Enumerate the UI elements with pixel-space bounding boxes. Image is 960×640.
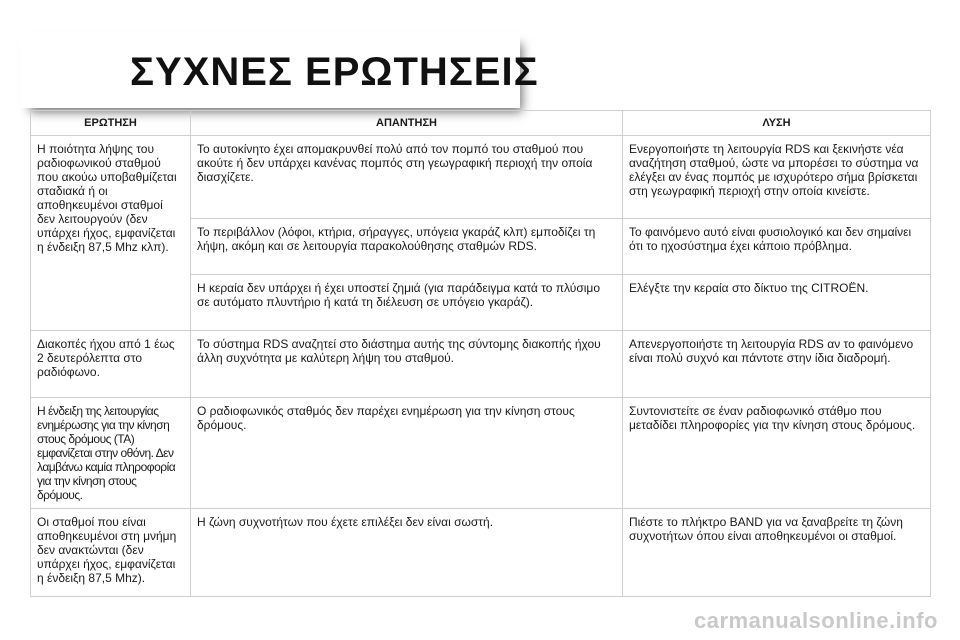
- question-cell: Η ποιότητα λήψης του ραδιοφωνικού σταθμού που ακούω υποβαθμίζεται σταδιακά ή οι αποθηκευμένοι σταθμοί δεν λειτουργούν (δεν υπάρχει ήχος, εμφανίζεται η ένδειξη 87,5 Mhz κλπ).: [31, 136, 191, 331]
- answer-cell: Το αυτοκίνητο έχει απομακρυνθεί πολύ από τον πομπό του σταθμού που ακούτε ή δεν υπάρχει κανένας πομπός στη γεωγραφική περιοχή την οποία διασχίζετε.: [191, 136, 623, 219]
- solution-cell: Ελέγξτε την κεραία στο δίκτυο της CITROËN.: [623, 275, 931, 331]
- solution-cell: Συντονιστείτε σε έναν ραδιοφωνικό στάθμο που μεταδίδει πληροφορίες για την κίνηση στους δρόμους.: [623, 398, 931, 509]
- column-header-question: ΕΡΩΤΗΣΗ: [31, 111, 191, 136]
- page-title: ΣΥΧΝΕΣ ΕΡΩΤΗΣΕΙΣ: [130, 50, 539, 94]
- answer-cell: Ο ραδιοφωνικός σταθμός δεν παρέχει ενημέρωση για την κίνηση στους δρόμους.: [191, 398, 623, 509]
- answer-cell: Το σύστημα RDS αναζητεί στο διάστημα αυτής της σύντομης διακοπής ήχου άλλη συχνότητα με καλύτερη λήψη του σταθμού.: [191, 331, 623, 398]
- solution-cell: Πιέστε το πλήκτρο BAND για να ξαναβρείτε τη ζώνη συχνοτήτων όπου είναι αποθηκευμένοι οι σταθμοί.: [623, 509, 931, 597]
- solution-cell: Το φαινόμενο αυτό είναι φυσιολογικό και δεν σημαίνει ότι το ηχοσύστημα έχει κάποιο πρόβλημα.: [623, 219, 931, 275]
- header-row: [31, 111, 931, 136]
- table-row: [31, 509, 931, 597]
- table-row: [31, 331, 931, 398]
- table-row: [31, 398, 931, 509]
- column-header-answer: ΑΠΑΝΤΗΣΗ: [191, 111, 623, 136]
- faq-table: [30, 110, 931, 597]
- answer-cell: Το περιβάλλον (λόφοι, κτήρια, σήραγγες, υπόγεια γκαράζ κλπ) εμποδίζει τη λήψη, ακόμη και σε λειτουργία παρακολούθησης σταθμών RDS.: [191, 219, 623, 275]
- watermark: carmanualsonline.info: [694, 608, 938, 633]
- solution-cell: Ενεργοποιήστε τη λειτουργία RDS και ξεκινήστε νέα αναζήτηση σταθμού, ώστε να μπορέσει το σύστημα να ελέγξει αν ένας πομπός με ισχυρότερο σήμα βρίσκεται στη γεωγραφική περιοχή στην οποία κινείστε.: [623, 136, 931, 219]
- question-cell: Διακοπές ήχου από 1 έως 2 δευτερόλεπτα στο ραδιόφωνο.: [31, 331, 191, 398]
- question-cell: Η ένδειξη της λειτουργίας ενημέρωσης για την κίνηση στους δρόμους (TA) εμφανίζεται στην οθόνη. Δεν λαμβάνω καμία πληροφορία για την κίνηση στους δρόμους.: [31, 398, 191, 509]
- question-cell: Οι σταθμοί που είναι αποθηκευμένοι στη μνήμη δεν ανακτώνται (δεν υπάρχει ήχος, εμφανίζεται η ένδειξη 87,5 Mhz).: [31, 509, 191, 597]
- answer-cell: Η ζώνη συχνοτήτων που έχετε επιλέξει δεν είναι σωστή.: [191, 509, 623, 597]
- solution-cell: Απενεργοποιήστε τη λειτουργία RDS αν το φαινόμενο είναι πολύ συχνό και πάντοτε στην ίδια διαδρομή.: [623, 331, 931, 398]
- column-header-solution: ΛΥΣΗ: [623, 111, 931, 136]
- answer-cell: Η κεραία δεν υπάρχει ή έχει υποστεί ζημιά (για παράδειγμα κατά το πλύσιμο σε αυτόματο πλυντήριο ή κατά τη διέλευση σε υπόγειο γκαράζ).: [191, 275, 623, 331]
- table-row: [31, 136, 931, 219]
